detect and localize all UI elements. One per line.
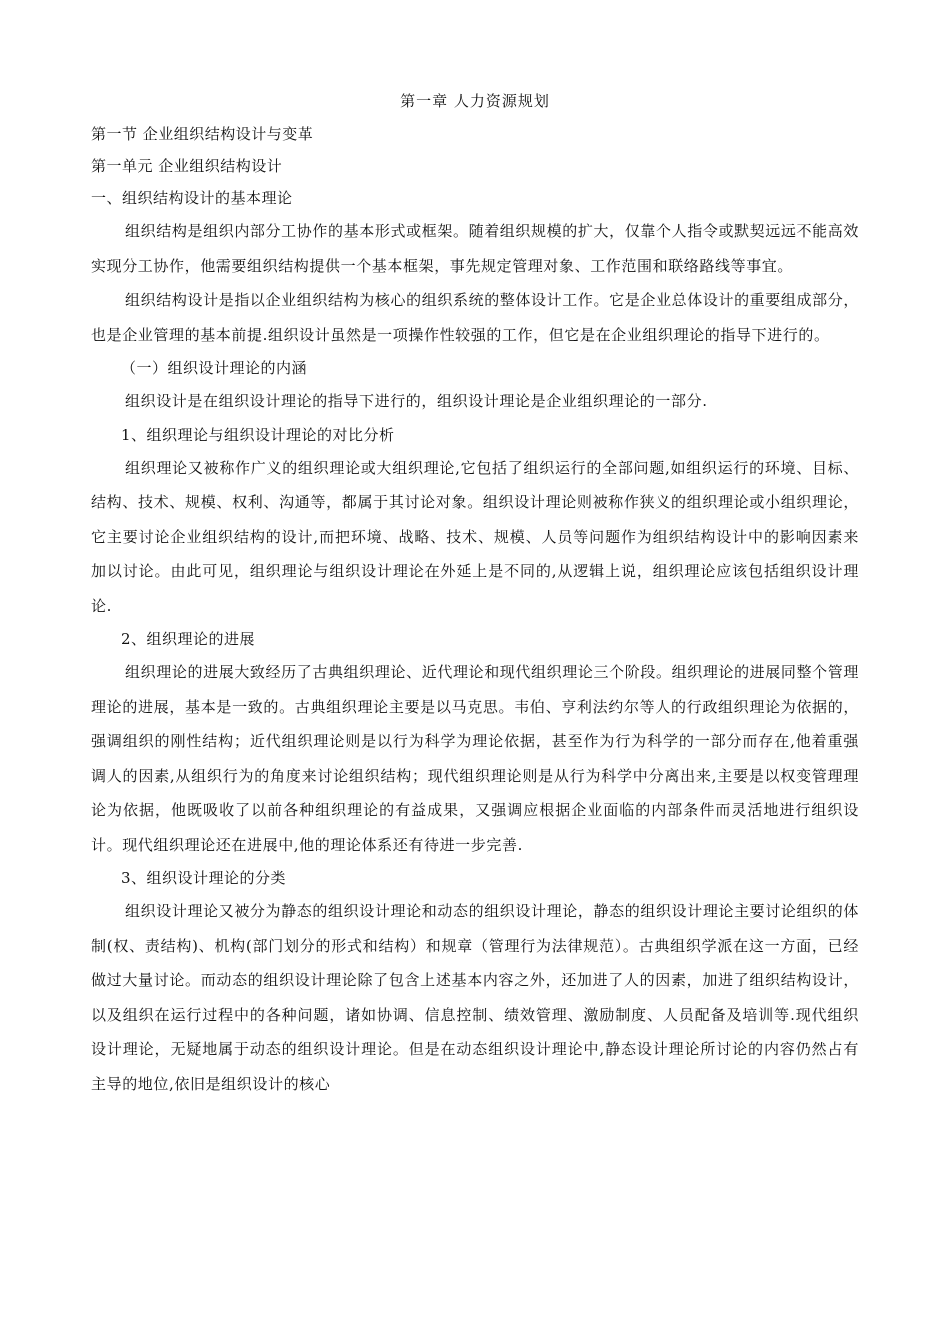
section-title: 第一节 企业组织结构设计与变革: [91, 125, 314, 143]
part-title: 一、组织结构设计的基本理论: [91, 189, 293, 207]
paragraph-classification: 组织设计理论又被分为静态的组织设计理论和动态的组织设计理论，静态的组织设计理论主要讨论组织的体制(权、责结构)、机构(部门划分的形式和结构）和规章（管理行为法律规范）。古典组织学派在这一方面，已经做过大量讨论。而动态的组织设计理论除了包含上述基本内容之外，还加进了人的因素，加进了组织结构设计，以及组织在运行过程中的各种问题，诸如协调、信息控制、绩效管理、激励制度、人员配备及培训等.现代组织设计理论，无疑地属于动态的组织设计理论。但是在动态组织设计理论中,静态设计理论所讨论的内容仍然占有主导的地位,依旧是组织设计的核心: [91, 902, 859, 1093]
item-theory-classification: 3、组织设计理论的分类: [121, 869, 287, 887]
subheading-connotation: （一）组织设计理论的内涵: [121, 359, 308, 377]
item-comparison-analysis: 1、组织理论与组织设计理论的对比分析: [121, 425, 395, 444]
paragraph-progress: 组织理论的进展大致经历了古典组织理论、近代理论和现代组织理论三个阶段。组织理论的进展同整个管理理论的进展，基本是一致的。古典组织理论主要是以马克思。韦伯、亨利法约尔等人的行政组织理论为依据的，强调组织的刚性结构；近代组织理论则是以行为科学为理论依据，甚至作为行为科学的一部分而存在,他着重强调人的因素,从组织行为的角度来讨论组织结构；现代组织理论则是从行为科学中分离出来,主要是以权变管理理论为依据，他既吸收了以前各种组织理论的有益成果，又强调应根据企业面临的内部条件而灵活地进行组织设计。现代组织理论还在进展中,他的理论体系还有待进一步完善.: [91, 663, 859, 854]
item-theory-progress: 2、组织理论的进展: [121, 630, 256, 648]
document-page: [91, 88, 859, 1101]
paragraph-organization-structure: 组织结构是组织内部分工协作的基本形式或框架。随着组织规模的扩大，仅靠个人指令或默契远远不能高效实现分工协作，他需要组织结构提供一个基本框架，事先规定管理对象、工作范围和联络路线等事宜。: [91, 222, 859, 275]
paragraph-design-guidance: 组织设计是在组织设计理论的指导下进行的，组织设计理论是企业组织理论的一部分.: [125, 392, 708, 410]
paragraph-structure-design: 组织结构设计是指以企业组织结构为核心的组织系统的整体设计工作。它是企业总体设计的重要组成部分，也是企业管理的基本前提.组织设计虽然是一项操作性较强的工作，但它是在企业组织理论的指导下进行的。: [91, 291, 859, 344]
chapter-title: 第一章 人力资源规划: [400, 92, 550, 110]
unit-title: 第一单元 企业组织结构设计: [91, 157, 283, 175]
paragraph-comparison: 组织理论又被称作广义的组织理论或大组织理论,它包括了组织运行的全部问题,如组织运行的环境、目标、结构、技术、规模、权利、沟通等，都属于其讨论对象。组织设计理论则被称作狭义的组织理论或小组织理论，它主要讨论企业组织结构的设计,而把环境、战略、技术、规模、人员等问题作为组织结构设计中的影响因素来加以讨论。由此可见，组织理论与组织设计理论在外延上是不同的,从逻辑上说，组织理论应该包括组织设计理论.: [91, 458, 859, 615]
